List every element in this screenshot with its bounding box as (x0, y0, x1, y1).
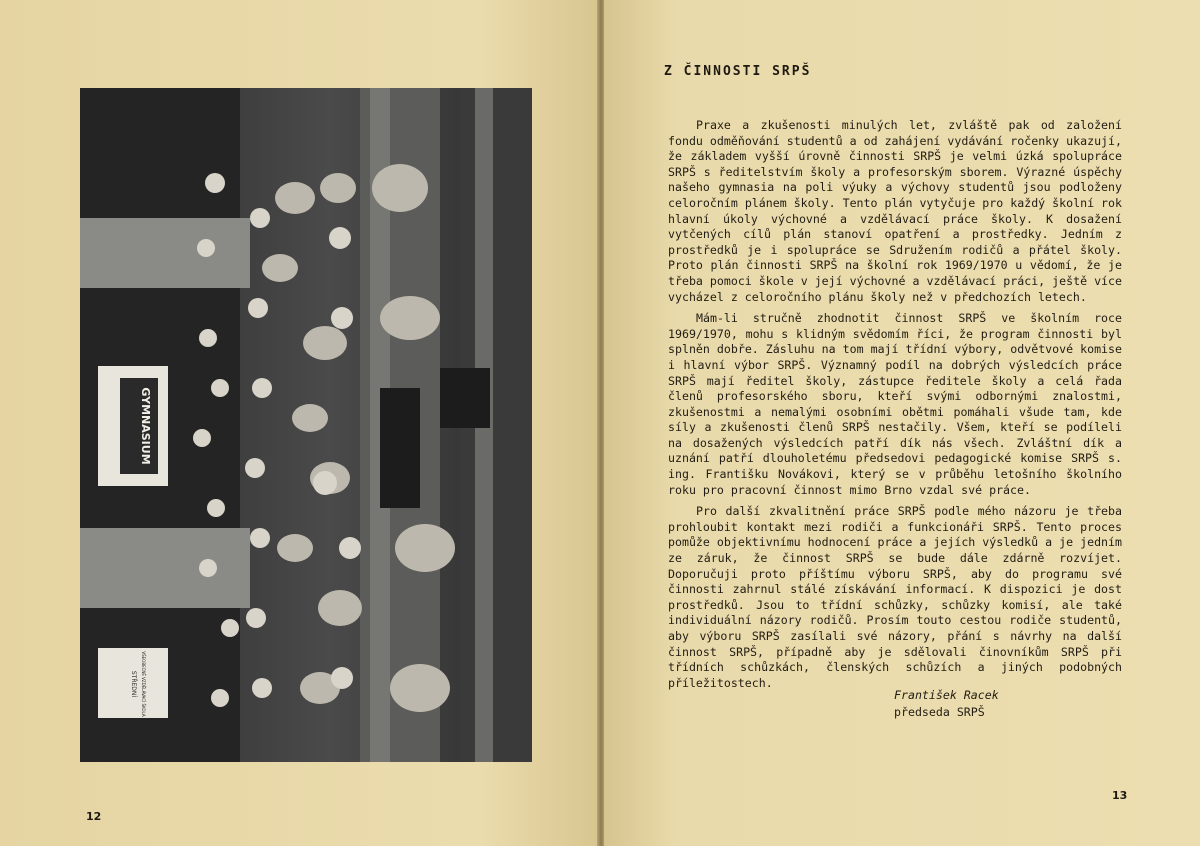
school-sign-line1: STŘEDNÍ (130, 670, 137, 698)
page-number-left: 12 (86, 810, 102, 823)
school-sign-line2: VŠEOBECNĚ VZDĚLÁVACÍ ŠKOLA (141, 651, 146, 717)
group-photo (80, 88, 532, 762)
group-photo-image (80, 88, 532, 762)
signature-name: František Racek (894, 688, 999, 702)
left-page (0, 0, 598, 846)
article-paragraph: Praxe a zkušenosti minulých let, zvláště pak od založení fondu odměňování studentů a od zahájení vydávání ročenky ukazují, že základem vyšší úrovně činnosti SRPŠ je velmi úzká spolupráce SRPŠ s ředitelstvím školy a profesorským sborem. Výrazné úspěchy našeho gymnasia na poli výuky a výchovy studentů jsou podloženy celoročním plánem školy. Tento plán vytyčuje pro každý školní rok hlavní úkoly výchovné a vzdělávací práce školy. K dosažení vytčených cílů plán stanoví opatření a prostředky. Jedním z prostředků je i spolupráce se Sdružením rodičů a přátel školy. Proto plán činnosti SRPŠ na školní rok 1969/1970 u vědomí, že je třeba pomoci škole v její výchovné a vzdělávací práci, ještě více vycházel z celoročního plánu školy než v předchozích letech. (668, 118, 1122, 304)
article-paragraph: Mám-li stručně zhodnotit činnost SRPŠ ve školním roce 1969/1970, mohu s klidným svědomím říci, že program činnosti byl splněn dobře. Zásluhu na tom mají třídní výbory, odvětvové komise i hlavní výbor SRPŠ. Významný podíl na dobrých výsledcích práce SRPŠ mají ředitel školy, zástupce ředitele školy a celá řada členů profesorského sboru, kteří svými odbornými znalostmi, zkušenostmi a nemalými osobními obětmi pomáhali všude tam, kde síly a zkušenosti členů SRPŠ nestačily. Všem, kteří se podíleli na dosažených výsledcích patří dík nás všech. Zvláštní dík a uznání patří dlouholetému předsedovi pedagogické komise SRPŠ s. ing. Františku Novákovi, který se v průběhu letošního školního roku pro pracovní činnost mimo Brno vzdal své práce. (668, 311, 1122, 497)
signature-role: předseda SRPŠ (894, 705, 985, 719)
article-body (668, 118, 1122, 697)
signature-block (894, 687, 999, 721)
article-title: Z ČINNOSTI SRPŠ (664, 64, 812, 79)
page-number-right: 13 (1112, 789, 1128, 802)
gymnasium-sign-text: GYMNASIUM (139, 387, 152, 465)
article-paragraph: Pro další zkvalitnění práce SRPŠ podle mého názoru je třeba prohloubit kontakt mezi rodiči a funkcionáři SRPŠ. Tento proces pomůže objektivnímu hodnocení práce a jejích výsledků a je jedním ze záruk, že činnost SRPŠ se bude dále zdárně rozvíjet. Doporučuji proto příštímu výboru SRPŠ, aby do programu své činnosti zahrnul stálé získávání informací. K dispozici je dost prostředků. Jsou to třídní schůzky, schůzky komisí, ale také individuální názory rodičů. Prosím touto cestou rodiče studentů, aby výboru SRPŠ zasílali své názory, přání s návrhy na další činnost SRPŠ, případně aby je sdělovali činovníkům SRPŠ při třídních schůzkách, členských schůzích a jiných podobných příležitostech. (668, 504, 1122, 690)
